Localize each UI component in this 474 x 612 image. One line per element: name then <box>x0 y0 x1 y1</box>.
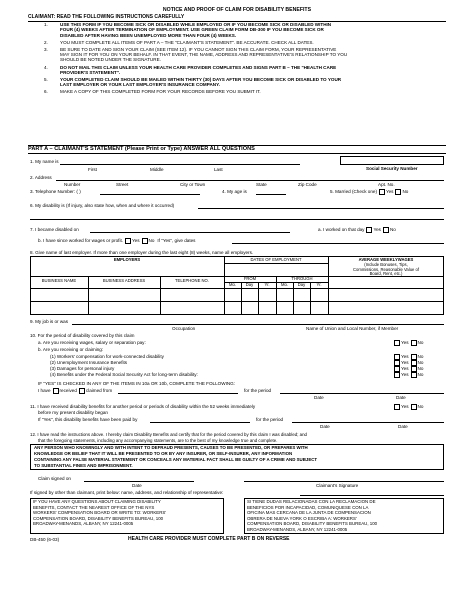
worked-dates-field[interactable] <box>232 243 444 244</box>
first-label: First <box>88 167 97 172</box>
union-label: Name of Union and Local Number, if Member <box>306 326 399 331</box>
q10a-yes-no: Yes No <box>392 340 423 346</box>
help-en-line: COMPENSATION BOARD, DISABILITY BENEFITS BUREAU, 100 <box>33 515 164 521</box>
q10b2-label: (2) Unemployment Insurance Benefits <box>50 360 128 365</box>
business-name-header: BUSINESS NAME <box>41 278 77 283</box>
q3-label: 3. Telephone Number: ( ) <box>30 189 81 194</box>
since-worked-no-checkbox[interactable] <box>142 238 148 244</box>
worked-yes-checkbox[interactable] <box>366 227 372 233</box>
table-rule <box>224 263 328 264</box>
q11-date-label-2: Date <box>398 424 408 429</box>
disabled-date-field[interactable] <box>90 232 290 233</box>
dates-header: DATES OF EMPLOYMENT <box>250 257 302 262</box>
help-es-line: BENEFICIOS POR INCAPACIDAD, COMUNIQUESE CON LA <box>247 504 369 510</box>
q10b4-yes-no: Yes No <box>392 372 423 378</box>
q10b4-no-checkbox[interactable] <box>411 372 417 378</box>
instruction-line: PROVIDER'S STATEMENT". <box>60 69 121 75</box>
fraud-line: KNOWLEDGE OR BELIEF THAT IT WILL BE PRESENTED TO OR BY ANY INSURER, OR SELF-INSURER, ANY INFORMATION <box>34 451 293 456</box>
instruction-line: MAKE A COPY OF THIS COMPLETED FORM FOR YOUR RECORDS BEFORE YOU SUBMIT IT. <box>60 89 261 95</box>
avg-wages-header-line: Commissions, Reasonable Value of <box>352 266 420 272</box>
q5-label: 5. Married (Check one) Yes No <box>330 189 409 195</box>
age-field[interactable] <box>256 194 286 195</box>
claimants-signature-label: Claimant's Signature <box>316 483 359 488</box>
q10-period-field[interactable] <box>280 393 444 394</box>
help-es-line: SI TIENE DUDAS RELACIONADAS CON LA RECLAMACION DE <box>247 499 376 504</box>
avg-wages-header-line: Board, Rent, etc.) <box>369 271 403 277</box>
q10b3-yes-no: Yes No <box>392 366 423 372</box>
q11-paid-by-field[interactable] <box>150 422 250 423</box>
q11-yes-checkbox[interactable] <box>394 404 400 410</box>
instruction-line: MAY SIGN IT FOR YOU ON YOUR BEHALF. IN THAT EVENT, THE NAME, ADDRESS AND REPRESENTATIVE'S RELATIONSHIP TO YOU <box>60 52 348 58</box>
q4-label: 4. My age is <box>222 189 247 194</box>
avg-wages-header-line: AVERAGE WEEKLYWAGES <box>358 257 414 262</box>
q10a-yes-checkbox[interactable] <box>394 340 400 346</box>
received-checkbox[interactable] <box>53 388 59 394</box>
telephone-field[interactable] <box>100 194 200 195</box>
sig-date-label: Date <box>132 483 142 488</box>
q10-have-row: I have received claimed from <box>38 388 113 394</box>
state-label: State <box>256 182 267 187</box>
city-label: City or Town <box>180 182 206 187</box>
through-day-header: Day <box>297 282 306 287</box>
q12b-label: that the foregoing statements, including any accompanying statements, are to the best of my knowledge true and complete. <box>38 438 278 443</box>
claimant-instruction-heading: CLAIMANT: READ THE FOLLOWING INSTRUCTIONS CAREFULLY <box>28 14 185 20</box>
q7-label: 7. I became disabled on <box>30 227 79 232</box>
employers-header: EMPLOYERS <box>113 257 141 262</box>
q10-date-label-2: Date <box>396 395 406 400</box>
ssn-field[interactable] <box>340 156 444 165</box>
q10b2-yes-no: Yes No <box>392 360 423 366</box>
address-field[interactable] <box>56 180 444 181</box>
disability-field-line-2[interactable] <box>30 219 444 220</box>
q12-label: 12. I have read the instructions above. I hereby claim Disability Benefits and certify that for the period covered by this claim I was disabled; and <box>30 432 307 437</box>
instruction-line: BE SURE TO DATE AND SIGN YOUR CLAIM (SEE ITEM 12). IF YOU CANNOT SIGN THIS CLAIM FORM, YOUR REPRESENTATIVE <box>60 46 337 52</box>
claimed-from-field[interactable] <box>118 393 238 394</box>
help-es-line: BROADWAY-MENANDS, ALBANY, NY 12241-0005 <box>247 526 348 532</box>
help-es-line: COMPENSATION BOARD, DISABILITY BENEFITS BUREAU, 100 <box>247 521 378 527</box>
q10-date-label: Date <box>314 395 324 400</box>
married-no-checkbox[interactable] <box>395 189 401 195</box>
q10a-no-checkbox[interactable] <box>411 340 417 346</box>
instruction-number: 3. <box>44 46 48 52</box>
q2-label: 2. Address <box>30 175 52 180</box>
business-address-header: BUSINESS ADDRESS <box>102 278 146 283</box>
from-header: FROM <box>243 276 257 281</box>
help-text-english <box>33 499 166 527</box>
number-label: Number <box>64 182 81 187</box>
through-yr-header: Yr. <box>316 282 322 287</box>
fraud-line: TO SUBSTANTIAL FINES AND IMPRISONMENT. <box>34 463 133 468</box>
apt-label: Apt. No. <box>378 182 395 187</box>
q11-label: 11. I have received disability benefits for another period or periods of disability within the 52 weeks immediately <box>30 404 256 409</box>
ssn-label: Social Security Number <box>366 166 418 171</box>
instruction-number: 1. <box>44 22 48 27</box>
signed-on-label: Claim signed on <box>38 476 71 481</box>
disability-field[interactable] <box>198 208 444 209</box>
q7b-label: b. I have since worked for wages or profit. Yes No If "Yes", give dates <box>38 238 196 244</box>
instruction-line: YOUR COMPLETED CLAIM SHOULD BE MAILED WITHIN THIRTY (30) DAYS AFTER YOU BECOME SICK OR DISABLED TO YOUR <box>60 76 342 82</box>
from-day-header: Day <box>245 282 254 287</box>
from-yr-header: Yr. <box>264 282 270 287</box>
occupation-label: Occupation <box>172 326 196 331</box>
q10a-label: a. Are you receiving wages, salary or separation pay: <box>38 340 146 345</box>
q11-no-checkbox[interactable] <box>411 404 417 410</box>
q11b-label: before my present disability began <box>38 410 108 415</box>
form-title: NOTICE AND PROOF OF CLAIM FOR DISABILITY BENEFITS <box>162 7 312 13</box>
part-a-title: PART A – CLAIMANT'S STATEMENT (Please Print or Type) ANSWER ALL QUESTIONS <box>28 146 255 152</box>
help-es-line: OFICINA MAS CERCANA DE LA JUNTA DE COMPENSACION <box>247 510 371 516</box>
table-rule <box>30 301 444 302</box>
form-id: DB-450 (6-03) <box>30 537 60 542</box>
since-worked-yes-checkbox[interactable] <box>125 238 131 244</box>
instruction-line: LAST EMPLOYER OR YOUR LAST EMPLOYER'S INSURANCE COMPANY. <box>60 82 220 88</box>
through-header: THROUGH <box>291 276 313 281</box>
q9-label: 9. My job is or was <box>30 319 69 324</box>
avg-wages-header-line: (Include Bonuses, Tips, <box>364 261 408 267</box>
q11c-label: If "Yes", this disability benefits have been paid by <box>38 417 138 422</box>
instruction-number: 4. <box>44 64 48 70</box>
table-rule <box>30 288 444 289</box>
instruction-number: 6. <box>44 89 48 95</box>
married-yes-checkbox[interactable] <box>379 189 385 195</box>
fraud-warning-text <box>34 445 317 469</box>
help-en-line: BROADWAY-MENANDS, ALBANY, NY 12241-0005 <box>33 521 134 527</box>
worked-no-checkbox[interactable] <box>383 227 389 233</box>
instruction-line: DO NOT MAIL THIS CLAIM UNLESS YOUR HEALTH CARE PROVIDER COMPLETES AND SIGNS PART B – THE "HEALTH CARE <box>60 64 337 70</box>
instruction-line: SHOULD BE NOTED UNDER THE SIGNATURE. <box>60 57 161 63</box>
zip-label: Zip Code <box>298 182 317 187</box>
sign-date-field[interactable] <box>84 481 194 482</box>
name-field[interactable] <box>60 164 300 165</box>
q10b4-label: (4) Benefits under the Federal Social Security Act for long-term disability: <box>50 372 198 377</box>
instruction-number: 2. <box>44 39 48 45</box>
telephone-header: TELEPHONE NO. <box>175 278 209 283</box>
fraud-line: ANY PERSON WHO KNOWINGLY AND WITH INTENT TO DEFRAUD PRESENTS, CAUSES TO BE PRESENTED, OR PREPARES WITH <box>34 445 308 450</box>
q10-period-label: for the period <box>244 388 272 393</box>
q10-note: IF "YES" IS CHECKED IN ANY OF THE ITEMS IN 10a OR 10b, COMPLETE THE FOLLOWING: <box>38 381 236 386</box>
q10b1-yes-no: Yes No <box>392 354 423 360</box>
through-mo-header: Mo. <box>281 282 288 287</box>
q10b3-label: (3) Damages for personal injury <box>50 366 115 371</box>
instruction-number: 5. <box>44 76 48 82</box>
signature-field[interactable] <box>244 481 444 482</box>
from-mo-header: Mo. <box>229 282 236 287</box>
q10b4-yes-checkbox[interactable] <box>394 372 400 378</box>
last-label: Last <box>214 167 223 172</box>
q10-label: 10. For the period of disability covered by this claim <box>30 333 135 338</box>
instruction-line: FOUR (4) WEEKS AFTER TERMINATION OF EMPLOYMENT. USE GREEN CLAIM FORM DB-300 IF YOU BECOME SICK OR <box>60 27 324 33</box>
help-es-line: OBRERA DE NUEVA YORK O ESCRIBA A: WORKERS' <box>247 515 357 521</box>
q10b-label: b. Are you receiving or claiming: <box>38 347 104 352</box>
q8-label: 8. Give name of last employer. If more than one employer during the last eight (8) weeks, name all employers. <box>30 250 254 255</box>
footer-notice: HEALTH CARE PROVIDER MUST COMPLETE PART B ON REVERSE <box>128 536 290 542</box>
representative-field[interactable] <box>300 495 444 496</box>
job-field[interactable] <box>72 324 444 325</box>
q6-label: 6. My disability is (If injury, also state how, when and where it occurred) <box>30 203 175 208</box>
q11-date-label: Date <box>320 424 330 429</box>
claimed-checkbox[interactable] <box>79 388 85 394</box>
q11-period-label: for the period <box>256 417 284 422</box>
q1-label: 1. My name is <box>30 159 59 164</box>
help-en-line: BENEFITS, CONTACT THE NEAREST OFFICE OF THE NYS <box>33 504 155 510</box>
q11-period-field[interactable] <box>292 422 444 423</box>
instruction-line: YOU MUST COMPLETE ALL ITEMS OF PART A – THE "CLAIMANT'S STATEMENT". BE ACCURATE. CHECK ALL DATES. <box>60 39 314 45</box>
street-label: Street <box>116 182 129 187</box>
representative-note: If signed by other than claimant, print below: name, address, and relationship of representative: <box>30 490 224 495</box>
fraud-line: CONTAINING ANY FALSE MATERIAL STATEMENT OR CONCEALS ANY MATERIAL FACT SHALL BE GUILTY OF A CRIME AND SUBJECT <box>34 457 318 462</box>
q7a-label: a. I worked on that day Yes No <box>318 227 396 233</box>
help-text-spanish <box>247 499 377 533</box>
q11-checkboxes: Yes No <box>392 404 423 410</box>
instruction-line: DISABLED AFTER HAVING BEEN UNEMPLOYED MORE THAN FOUR (4) WEEKS. <box>60 32 237 38</box>
help-en-line: WORKERS' COMPENSATION BOARD OR WRITE TO: WORKERS' <box>33 510 167 516</box>
middle-label: Middle <box>150 167 164 172</box>
avg-wages-header <box>328 258 444 277</box>
divider <box>28 153 446 154</box>
instruction-line: USE THIS FORM IF YOU BECOME SICK OR DISABLED WHILE EMPLOYED OR IF YOU BECOME SICK OR DISABLED WITHIN <box>60 22 332 27</box>
q10b1-label: (1) Workers' compensation for work-connected disability <box>50 354 164 359</box>
help-en-line: IF YOU HAVE ANY QUESTIONS ABOUT CLAIMING DISABILITY <box>33 499 161 504</box>
